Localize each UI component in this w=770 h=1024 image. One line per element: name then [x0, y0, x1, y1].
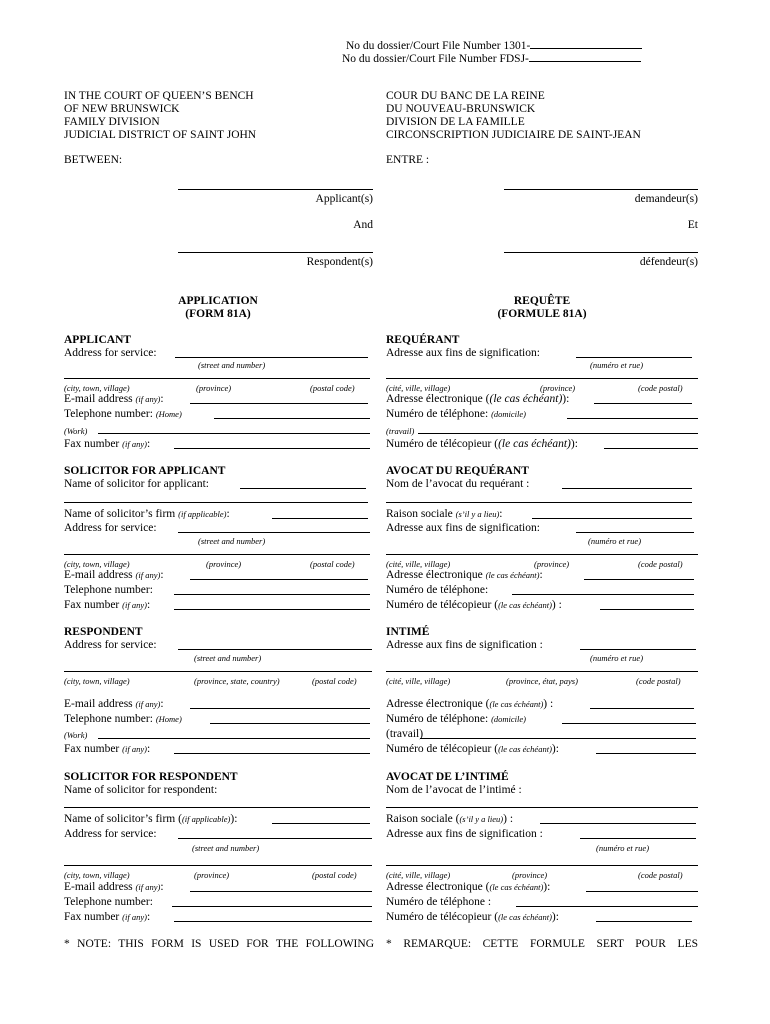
avocat-intime-city-field[interactable]: [386, 865, 698, 866]
postal-hint: (code postal): [636, 676, 681, 686]
work-hint: (Work): [64, 730, 88, 740]
requerant-address-label: Adresse aux fins de signification:: [386, 347, 540, 359]
respondent-name-field-fr[interactable]: [504, 252, 698, 253]
province-hint: (province): [512, 870, 548, 880]
form-title-fr: REQUÊTE: [513, 295, 571, 307]
firm-hint: (s’il y a lieu): [455, 509, 500, 519]
applicant-address-field[interactable]: [175, 357, 368, 358]
avocat-address-label: Adresse aux fins de signification:: [386, 522, 540, 534]
avocat-intime-email-field[interactable]: [586, 891, 698, 892]
solicitor-phone-label: Telephone number:: [64, 584, 153, 596]
postal-hint: (postal code): [312, 870, 357, 880]
email-hint: (le cas échéant): [489, 393, 563, 405]
fax-label: Numéro de télécopieur: [386, 911, 492, 923]
solicitor-fax-field[interactable]: [174, 609, 370, 610]
fax-hint: (le cas échéant): [498, 912, 552, 922]
form-title-en: APPLICATION: [178, 295, 258, 307]
between-label-en: BETWEEN:: [64, 154, 123, 166]
applicant-phone-row: [64, 408, 182, 421]
firm-hint: (if applicable): [181, 814, 231, 824]
province-hint: (province): [196, 383, 232, 393]
fax-label: Fax number: [64, 438, 120, 450]
intime-home-phone-field[interactable]: [562, 723, 696, 724]
form-number-fr: (FORMULE 81A): [497, 308, 587, 320]
avocat-name-field[interactable]: [562, 488, 692, 489]
avocat-name-label: Nom de l’avocat du requérant :: [386, 478, 530, 490]
home-hint: (Home): [155, 409, 182, 419]
email-label: Adresse électronique: [386, 881, 483, 893]
solicitor-resp-email-row: E-mail address (if any):: [64, 881, 164, 893]
firm-hint: (s’il y a lieu): [459, 814, 504, 824]
intime-email-row: Adresse électronique ((le cas échéant)) :: [386, 698, 554, 710]
applicant-fax-row: Fax number (if any):: [64, 438, 151, 450]
fax-hint: (le cas échéant): [498, 600, 552, 610]
street-hint: (street and number): [192, 843, 260, 853]
solicitor-resp-phone-field[interactable]: [172, 906, 372, 907]
avocat-fax-field[interactable]: [600, 609, 694, 610]
phone-label: Telephone number:: [64, 408, 153, 420]
solicitor-name-label: Name of solicitor for applicant:: [64, 478, 209, 490]
respondent-phone-row: [64, 713, 182, 726]
respondent-email-field[interactable]: [190, 708, 370, 709]
file-number-field[interactable]: [529, 51, 641, 62]
fax-label: Fax number: [64, 911, 120, 923]
intime-email-field[interactable]: [590, 708, 694, 709]
avocat-fax-row: Numéro de télécopieur ((le cas échéant)) :: [386, 599, 562, 611]
email-hint: (le cas échéant): [485, 570, 540, 580]
solicitor-applicant-heading: SOLICITOR FOR APPLICANT: [64, 465, 226, 477]
email-label: Adresse électronique: [386, 569, 483, 581]
work-hint: (travail): [386, 728, 424, 740]
file-number-field[interactable]: [530, 38, 642, 49]
postal-hint: (code postal): [638, 383, 683, 393]
postal-hint: (postal code): [312, 676, 357, 686]
applicant-name-field-fr[interactable]: [504, 189, 698, 190]
city-hint: (cité, ville, village): [386, 383, 451, 393]
avocat-intime-phone-label: Numéro de téléphone :: [386, 896, 492, 908]
solicitor-resp-fax-field[interactable]: [174, 921, 372, 922]
fax-hint: (if any): [122, 912, 147, 922]
avocat-intime-firm-field[interactable]: [540, 823, 696, 824]
respondent-work-phone-field[interactable]: [98, 738, 370, 739]
solicitor-resp-city-field[interactable]: [64, 865, 372, 866]
fax-hint: (if any): [122, 600, 147, 610]
respondent-name-field-en[interactable]: [178, 252, 373, 253]
firm-label: Raison sociale: [386, 508, 453, 520]
fax-label: Numéro de télécopieur: [386, 743, 492, 755]
avocat-intime-fax-row: Numéro de télécopieur ((le cas échéant)):: [386, 911, 559, 923]
email-hint: (le cas échéant): [489, 882, 544, 892]
intime-address-field[interactable]: [580, 649, 696, 650]
and-label-en: And: [353, 219, 373, 231]
avocat-city-field[interactable]: [386, 554, 698, 555]
avocat-intime-heading: AVOCAT DE L’INTIMÉ: [386, 771, 509, 783]
home-hint: (domicile): [491, 409, 526, 419]
respondent-caption-fr: défendeur(s): [639, 256, 698, 268]
avocat-intime-name-field[interactable]: [386, 807, 698, 808]
email-label: Adresse électronique: [386, 393, 483, 405]
province-hint: (province): [206, 559, 242, 569]
firm-label: Name of solicitor’s firm: [64, 508, 176, 520]
province-hint: (province): [194, 870, 230, 880]
fax-label: Fax number: [64, 599, 120, 611]
avocat-email-field[interactable]: [584, 579, 694, 580]
file-number-label: No du dossier/Court File Number FDSJ-: [342, 53, 529, 65]
home-hint: (Home): [155, 714, 182, 724]
solicitor-resp-name-label: Name of solicitor for respondent:: [64, 784, 218, 796]
intime-work-row: [386, 728, 423, 741]
applicant-email-field[interactable]: [190, 403, 368, 404]
court-line-fr: CIRCONSCRIPTION JUDICIAIRE DE SAINT-JEAN: [386, 129, 641, 141]
solicitor-respondent-heading: SOLICITOR FOR RESPONDENT: [64, 771, 238, 783]
fax-label: Numéro de télécopieur: [386, 438, 492, 450]
avocat-intime-phone-field[interactable]: [516, 906, 698, 907]
note-fr: * REMARQUE: CETTE FORMULE SERT POUR LES: [386, 938, 698, 950]
city-hint: (city, town, village): [64, 383, 130, 393]
street-hint: (numéro et rue): [588, 536, 642, 546]
avocat-phone-field[interactable]: [512, 594, 694, 595]
court-line-fr: COUR DU BANC DE LA REINE: [386, 90, 545, 102]
intime-phone-row: [386, 713, 526, 726]
solicitor-firm-row: Name of solicitor’s firm (if applicable):: [64, 508, 230, 520]
firm-hint: (if applicable): [178, 509, 227, 519]
solicitor-resp-email-field[interactable]: [190, 891, 372, 892]
solicitor-city-field[interactable]: [64, 554, 370, 555]
form-number-en: (FORM 81A): [185, 308, 251, 320]
city-hint: (city, town, village): [64, 559, 130, 569]
avocat-phone-label: Numéro de téléphone:: [386, 584, 489, 596]
firm-label: Raison sociale: [386, 813, 453, 825]
street-hint: (street and number): [198, 536, 266, 546]
email-label: E-mail address: [64, 698, 133, 710]
email-hint: (if any): [135, 699, 161, 709]
email-label: E-mail address: [64, 881, 133, 893]
email-hint: (if any): [135, 570, 161, 580]
postal-hint: (postal code): [310, 559, 355, 569]
avocat-intime-email-row: Adresse électronique ((le cas échéant)):: [386, 881, 551, 893]
intime-fax-row: Numéro de télécopieur ((le cas échéant)):: [386, 743, 559, 755]
requerant-heading: REQUÉRANT: [386, 334, 460, 346]
avocat-intime-firm-row: Raison sociale ((s’il y a lieu)) :: [386, 813, 514, 825]
province-hint: (province, état, pays): [506, 676, 578, 686]
street-hint: (numéro et rue): [590, 653, 644, 663]
avocat-email-row: Adresse électronique (le cas échéant):: [386, 569, 543, 581]
city-hint: (city, town, village): [64, 676, 130, 686]
fax-hint: (le cas échéant): [498, 744, 552, 754]
requerant-fax-row: Numéro de télécopieur ((le cas échéant)):: [386, 438, 578, 450]
requerant-email-field[interactable]: [594, 403, 692, 404]
province-hint: (province): [540, 383, 576, 393]
phone-label: Telephone number:: [64, 713, 153, 725]
solicitor-resp-name-field[interactable]: [64, 807, 370, 808]
postal-hint: (postal code): [310, 383, 355, 393]
and-label-fr: Et: [687, 219, 698, 231]
firm-label: Name of solicitor’s firm: [64, 813, 176, 825]
solicitor-email-row: E-mail address (if any):: [64, 569, 164, 581]
avocat-name-field-2[interactable]: [386, 502, 692, 503]
postal-hint: (code postal): [638, 870, 683, 880]
requerant-email-row: Adresse électronique ((le cas échéant)):: [386, 393, 570, 405]
fax-label: Numéro de télécopieur: [386, 599, 492, 611]
avocat-address-field[interactable]: [576, 532, 694, 533]
city-hint: (city, town, village): [64, 870, 130, 880]
solicitor-name-field-2[interactable]: [64, 502, 368, 503]
avocat-intime-fax-field[interactable]: [596, 921, 692, 922]
respondent-fax-field[interactable]: [174, 753, 370, 754]
fax-label: Fax number: [64, 743, 120, 755]
intime-work-phone-field[interactable]: [420, 738, 696, 739]
solicitor-resp-phone-label: Telephone number:: [64, 896, 153, 908]
solicitor-name-field[interactable]: [240, 488, 366, 489]
court-line-en: OF NEW BRUNSWICK: [64, 103, 180, 115]
requerant-phone-row: [386, 408, 526, 421]
court-line-fr: DIVISION DE LA FAMILLE: [386, 116, 525, 128]
applicant-home-phone-field[interactable]: [214, 418, 370, 419]
respondent-address-label: Address for service:: [64, 639, 157, 651]
requerant-city-field[interactable]: [386, 378, 698, 379]
solicitor-email-field[interactable]: [190, 579, 368, 580]
avocat-intime-address-label: Adresse aux fins de signification :: [386, 828, 543, 840]
court-line-en: IN THE COURT OF QUEEN’S BENCH: [64, 90, 254, 102]
applicant-caption-en: Applicant(s): [315, 193, 373, 205]
city-hint: (cité, ville, village): [386, 676, 451, 686]
applicant-fax-field[interactable]: [174, 448, 370, 449]
street-hint: (street and number): [198, 360, 266, 370]
requerant-address-field[interactable]: [576, 357, 692, 358]
applicant-heading: APPLICANT: [64, 334, 132, 346]
respondent-address-field[interactable]: [178, 649, 372, 650]
respondent-home-phone-field[interactable]: [210, 723, 370, 724]
intime-heading: INTIMÉ: [386, 626, 430, 638]
email-label: E-mail address: [64, 393, 133, 405]
solicitor-fax-row: Fax number (if any):: [64, 599, 151, 611]
work-hint: (travail): [386, 426, 415, 436]
court-file-number-fdsj: [342, 51, 641, 66]
solicitor-address-field[interactable]: [178, 532, 370, 533]
province-hint: (province): [534, 559, 570, 569]
home-hint: (domicile): [491, 714, 526, 724]
street-hint: (numéro et rue): [596, 843, 650, 853]
fax-hint: (if any): [122, 439, 147, 449]
intime-fax-field[interactable]: [596, 753, 696, 754]
street-hint: (street and number): [194, 653, 262, 663]
avocat-intime-address-field[interactable]: [580, 838, 696, 839]
solicitor-resp-fax-row: Fax number (if any):: [64, 911, 151, 923]
avocat-firm-field[interactable]: [532, 518, 692, 519]
solicitor-resp-firm-field[interactable]: [272, 823, 370, 824]
phone-label: Numéro de téléphone:: [386, 408, 489, 420]
applicant-address-label: Address for service:: [64, 347, 157, 359]
between-label-fr: ENTRE :: [386, 154, 430, 166]
province-hint: (province, state, country): [194, 676, 280, 686]
requerant-home-phone-field[interactable]: [567, 418, 698, 419]
intime-address-label: Adresse aux fins de signification :: [386, 639, 543, 651]
applicant-work-phone-field[interactable]: [98, 433, 370, 434]
court-line-fr: DU NOUVEAU-BRUNSWICK: [386, 103, 536, 115]
court-line-en: JUDICIAL DISTRICT OF SAINT JOHN: [64, 129, 257, 141]
solicitor-phone-field[interactable]: [174, 594, 370, 595]
applicant-name-field-en[interactable]: [178, 189, 373, 190]
respondent-heading: RESPONDENT: [64, 626, 143, 638]
respondent-city-field[interactable]: [64, 671, 372, 672]
work-hint: (Work): [64, 426, 88, 436]
fax-hint: (if any): [122, 744, 147, 754]
respondent-fax-row: Fax number (if any):: [64, 743, 151, 755]
email-hint: (if any): [135, 394, 161, 404]
solicitor-resp-address-label: Address for service:: [64, 828, 157, 840]
email-hint: (le cas échéant): [489, 699, 544, 709]
requerant-fax-field[interactable]: [604, 448, 698, 449]
street-hint: (numéro et rue): [590, 360, 644, 370]
email-label: E-mail address: [64, 569, 133, 581]
requerant-work-phone-field[interactable]: [418, 433, 698, 434]
respondent-email-row: E-mail address (if any):: [64, 698, 164, 710]
email-label: Adresse électronique: [386, 698, 483, 710]
respondent-caption-en: Respondent(s): [306, 256, 373, 268]
file-number-label: No du dossier/Court File Number 1301-: [346, 40, 531, 52]
phone-label: Numéro de téléphone:: [386, 713, 489, 725]
city-hint: (cité, ville, village): [386, 559, 451, 569]
applicant-city-field[interactable]: [64, 378, 370, 379]
solicitor-resp-address-field[interactable]: [178, 838, 372, 839]
postal-hint: (code postal): [638, 559, 683, 569]
fax-hint: (le cas échéant): [498, 438, 571, 450]
applicant-email-row: E-mail address (if any):: [64, 393, 164, 405]
solicitor-resp-firm-row: Name of solicitor’s firm ((if applicable)):: [64, 813, 238, 825]
solicitor-firm-field[interactable]: [272, 518, 368, 519]
email-hint: (if any): [135, 882, 161, 892]
solicitor-address-label: Address for service:: [64, 522, 157, 534]
avocat-intime-name-label: Nom de l’avocat de l’intimé :: [386, 784, 522, 796]
note-en: * NOTE: THIS FORM IS USED FOR THE FOLLOWING: [64, 938, 374, 950]
avocat-firm-row: Raison sociale (s’il y a lieu):: [386, 508, 503, 520]
intime-city-field[interactable]: [386, 671, 698, 672]
city-hint: (cité, ville, village): [386, 870, 451, 880]
avocat-requerant-heading: AVOCAT DU REQUÉRANT: [386, 465, 529, 477]
court-line-en: FAMILY DIVISION: [64, 116, 160, 128]
applicant-caption-fr: demandeur(s): [634, 193, 698, 205]
